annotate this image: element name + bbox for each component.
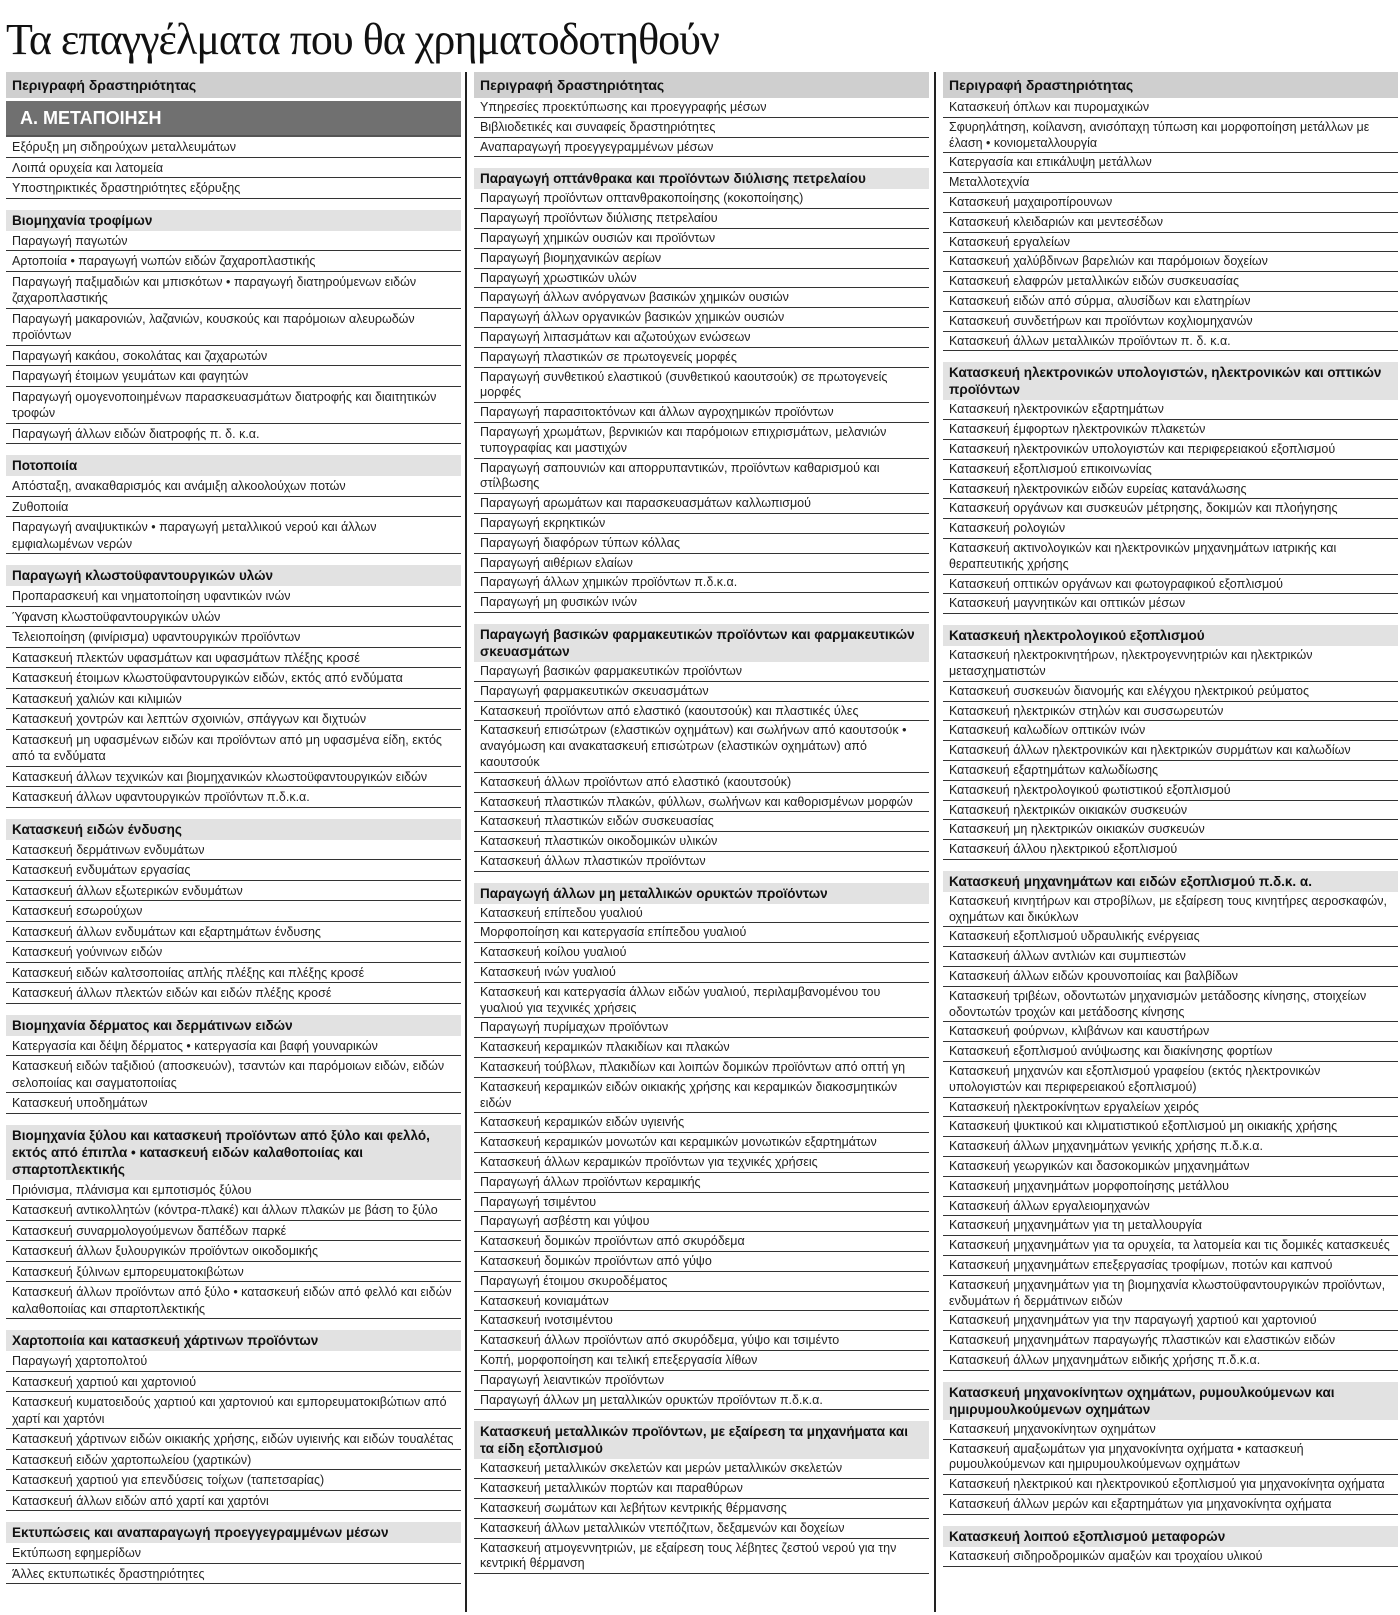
activity-item: Κατασκευή ηλεκτρικών οικιακών συσκευών [943,801,1398,821]
group-title: Κατασκευή μηχανημάτων και ειδών εξοπλισμού π.δ.κ. α. [943,871,1398,892]
activity-item: Κατασκευή άλλων μερών και εξαρτημάτων για μηχανοκίνητα οχήματα [943,1495,1398,1515]
activity-item: Παραγωγή έτοιμου σκυροδέματος [474,1272,929,1292]
activity-item: Κατασκευή εξοπλισμού υδραυλικής ενέργειας [943,927,1398,947]
activity-item: Προπαρασκευή και νηματοποίηση υφαντικών ινών [6,586,461,607]
activity-item: Κατασκευή δερμάτινων ενδυμάτων [6,840,461,861]
activity-item: Παραγωγή μακαρονιών, λαζανιών, κουσκούς και παρόμοιων αλευρωδών προϊόντων [6,309,461,346]
activity-item: Κατασκευή μη υφασμένων ειδών και προϊόντων από μη υφασμένα είδη, εκτός από τα ενδύματα [6,730,461,767]
activity-item: Κατασκευή χαρτιού και χαρτονιού [6,1372,461,1393]
activity-item: Κατασκευή μη ηλεκτρικών οικιακών συσκευών [943,820,1398,840]
section-heading: Α. ΜΕΤΑΠΟΙΗΣΗ [6,101,461,137]
activity-item: Κατασκευή μαγνητικών και οπτικών μέσων [943,594,1398,614]
group-title: Κατασκευή ηλεκτρονικών υπολογιστών, ηλεκτρονικών και οπτικών προϊόντων [943,362,1398,400]
activity-item: Παραγωγή συνθετικού ελαστικού (συνθετικού καουτσούκ) σε πρωτογενείς μορφές [474,368,929,404]
column-2 [474,72,929,1574]
activity-item: Κατασκευή μηχανοκίνητων οχημάτων [943,1420,1398,1440]
activity-item: Κατασκευή κεραμικών ειδών οικιακής χρήσης και κεραμικών διακοσμητικών ειδών [474,1078,929,1114]
activity-item: Παραγωγή χρωστικών υλών [474,269,929,289]
activity-item: Κατασκευή άλλων υφαντουργικών προϊόντων π.δ.κ.α. [6,787,461,808]
activity-item: Κατασκευή ξύλινων εμπορευματοκιβώτων [6,1262,461,1283]
activity-group [6,455,461,554]
activity-group [474,624,929,872]
group-title: Βιομηχανία ξύλου και κατασκευή προϊόντων από ξύλο και φελλό, εκτός από έπιπλα • κατασκευή ειδών καλαθοποιίας και σπαρτοπλεκτικής [6,1125,461,1180]
activity-item: Παραγωγή τσιμέντου [474,1193,929,1213]
activity-item: Κατασκευή μηχανημάτων μορφοποίησης μετάλλου [943,1177,1398,1197]
activity-item: Απόσταξη, ανακαθαρισμός και ανάμιξη αλκοολούχων ποτών [6,476,461,497]
activity-item: Παραγωγή διαφόρων τύπων κόλλας [474,534,929,554]
activity-item: Κατασκευή καλωδίων οπτικών ινών [943,721,1398,741]
activity-group [474,1421,929,1574]
activity-item: Κατασκευή χαλιών και κιλιμιών [6,689,461,710]
activity-item: Παραγωγή λιπασμάτων και αζωτούχων ενώσεων [474,328,929,348]
activity-item: Κατεργασία και δέψη δέρματος • κατεργασία και βαφή γουναρικών [6,1036,461,1057]
activity-item: Παραγωγή άλλων ανόργανων βασικών χημικών ουσιών [474,288,929,308]
activity-item: Κατασκευή συνδετήρων και προϊόντων κοχλιομηχανών [943,312,1398,332]
activity-group [6,1125,461,1320]
activity-item: Κατασκευή πλεκτών υφασμάτων και υφασμάτων πλέξης κροσέ [6,648,461,669]
group-title: Παραγωγή κλωστοϋφαντουργικών υλών [6,565,461,586]
activity-item: Παραγωγή χαρτοπολτού [6,1351,461,1372]
activity-item: Κατασκευή άλλων ηλεκτρονικών και ηλεκτρικών συρμάτων και καλωδίων [943,741,1398,761]
activity-item: Παραγωγή χρωμάτων, βερνικιών και παρόμοιων επιχρισμάτων, μελανιών τυπογραφίας και μαστιχών [474,423,929,459]
activity-item: Παραγωγή ασβέστη και γύψου [474,1212,929,1232]
group-title: Βιομηχανία δέρματος και δερμάτινων ειδών [6,1015,461,1036]
activity-item: Κατασκευή άλλων προϊόντων από ελαστικό (καουτσούκ) [474,773,929,793]
activity-item: Κοπή, μορφοποίηση και τελική επεξεργασία λίθων [474,1351,929,1371]
activity-item: Κατασκευή γεωργικών και δασοκομικών μηχανημάτων [943,1157,1398,1177]
activity-item: Βιβλιοδετικές και συναφείς δραστηριότητες [474,118,929,138]
activity-group [474,98,929,157]
activity-item: Κατασκευή άλλων προϊόντων από σκυρόδεμα, γύψο και τσιμέντο [474,1331,929,1351]
activity-group [474,168,929,613]
activity-item: Κατασκευή μηχανημάτων παραγωγής πλαστικών και ελαστικών ειδών [943,1331,1398,1351]
activity-item: Κατασκευή ηλεκτροκίνητων εργαλείων χειρός [943,1098,1398,1118]
activity-item: Κατασκευή δομικών προϊόντων από γύψο [474,1252,929,1272]
activity-item: Κατασκευή μηχανημάτων για τα ορυχεία, τα λατομεία και τις δομικές κατασκευές [943,1236,1398,1256]
activity-item: Παραγωγή βασικών φαρμακευτικών προϊόντων [474,662,929,682]
activity-item: Παραγωγή αναψυκτικών • παραγωγή μεταλλικού νερού και άλλων εμφιαλωμένων νερών [6,517,461,554]
activity-item: Κατασκευή άλλων ξυλουργικών προϊόντων οικοδομικής [6,1241,461,1262]
activity-item: Κατασκευή μηχανημάτων επεξεργασίας τροφίμων, ποτών και καπνού [943,1256,1398,1276]
activity-item: Παραγωγή παρασιτοκτόνων και άλλων αγροχημικών προϊόντων [474,403,929,423]
page-title: Τα επαγγέλματα που θα χρηματοδοτηθούν [6,15,719,64]
activity-item: Κατασκευή φούρνων, κλιβάνων και καυστήρων [943,1022,1398,1042]
activity-item: Κατασκευή αντικολλητών (κόντρα-πλακέ) και άλλων πλακών με βάση το ξύλο [6,1200,461,1221]
activity-item: Κατασκευή σωμάτων και λεβήτων κεντρικής θέρμανσης [474,1499,929,1519]
activity-item: Κατασκευή προϊόντων από ελαστικό (καουτσούκ) και πλαστικές ύλες [474,702,929,722]
activity-item: Κατασκευή τριβέων, οδοντωτών μηχανισμών μετάδοσης κίνησης, στοιχείων οδοντωτών τροχών και μετάδοσης κίνησης [943,987,1398,1023]
activity-item: Παραγωγή ομογενοποιημένων παρασκευασμάτων διατροφής και διαιτητικών τροφών [6,387,461,424]
activity-item: Κατασκευή δομικών προϊόντων από σκυρόδεμα [474,1232,929,1252]
activity-item: Κατασκευή άλλου ηλεκτρικού εξοπλισμού [943,840,1398,860]
activity-item: Παραγωγή εκρηκτικών [474,514,929,534]
activity-item: Παραγωγή πυρίμαχων προϊόντων [474,1018,929,1038]
activity-item: Παραγωγή άλλων ειδών διατροφής π. δ. κ.α. [6,424,461,445]
activity-item: Παραγωγή σαπουνιών και απορρυπαντικών, προϊόντων καθαρισμού και στίλβωσης [474,459,929,495]
group-title: Κατασκευή μηχανοκίνητων οχημάτων, ρυμουλκούμενων και ημιρυμουλκούμενων οχημάτων [943,1382,1398,1420]
activity-group [6,565,461,808]
activity-item: Κατασκευή πλαστικών ειδών συσκευασίας [474,812,929,832]
activity-item: Κατασκευή ατμογεννητριών, με εξαίρεση τους λέβητες ζεστού νερού για την κεντρική θέρμανση [474,1539,929,1575]
activity-item: Εκτύπωση εφημερίδων [6,1543,461,1564]
activity-item: Κατασκευή ηλεκτρικού και ηλεκτρονικού εξοπλισμού για μηχανοκίνητα οχήματα [943,1475,1398,1495]
activity-item: Κατασκευή άλλων μηχανημάτων γενικής χρήσης π.δ.κ.α. [943,1137,1398,1157]
group-title: Κατασκευή ειδών ένδυσης [6,819,461,840]
column-divider [934,72,936,1612]
activity-item: Παραγωγή προϊόντων οπτανθρακοποίησης (κοκοποίησης) [474,189,929,209]
activity-item: Κατασκευή άλλων πλαστικών προϊόντων [474,852,929,872]
activity-item: Παραγωγή μη φυσικών ινών [474,593,929,613]
activity-item: Κατασκευή άλλων πλεκτών ειδών και ειδών πλέξης κροσέ [6,983,461,1004]
activity-item: Κατασκευή μηχανημάτων για τη μεταλλουργία [943,1216,1398,1236]
activity-item: Κατασκευή εξοπλισμού ανύψωσης και διακίνησης φορτίων [943,1042,1398,1062]
activity-item: Κατασκευή ειδών καλτσοποιίας απλής πλέξης και πλέξης κροσέ [6,963,461,984]
activity-item: Εξόρυξη μη σιδηρούχων μεταλλευμάτων [6,137,461,158]
activity-item: Κατασκευή κεραμικών ειδών υγιεινής [474,1113,929,1133]
activity-item: Κατασκευή άλλων αντλιών και συμπιεστών [943,947,1398,967]
activity-item: Κατασκευή εσωρούχων [6,901,461,922]
activity-group [943,871,1398,1371]
activity-item: Κατασκευή χαρτιού για επενδύσεις τοίχων (ταπετσαρίας) [6,1470,461,1491]
activity-item: Κατασκευή ειδών ταξιδιού (αποσκευών), τσαντών και παρόμοιων ειδών, ειδών σελοποιίας και σαγματοποιίας [6,1056,461,1093]
group-title: Κατασκευή μεταλλικών προϊόντων, με εξαίρεση τα μηχανήματα και τα είδη εξοπλισμού [474,1421,929,1459]
column-header: Περιγραφή δραστηριότητας [6,72,461,98]
group-title: Παραγωγή οπτάνθρακα και προϊόντων διύλισης πετρελαίου [474,168,929,189]
activity-item: Κατασκευή άλλων μηχανημάτων ειδικής χρήσης π.δ.κ.α. [943,1351,1398,1371]
activity-item: Κατασκευή μηχανημάτων για την παραγωγή χαρτιού και χαρτονιού [943,1311,1398,1331]
activity-item: Κατασκευή κινητήρων και στροβίλων, με εξαίρεση τους κινητήρες αεροσκαφών, οχημάτων και δικύκλων [943,892,1398,928]
activity-item: Κατασκευή ηλεκτρονικών ειδών ευρείας κατανάλωσης [943,480,1398,500]
activity-item: Αναπαραγωγή προεγγεγραμμένων μέσων [474,138,929,158]
activity-item: Κατασκευή χαλύβδινων βαρελιών και παρόμοιων δοχείων [943,252,1398,272]
activity-item: Παραγωγή αρωμάτων και παρασκευασμάτων καλλωπισμού [474,494,929,514]
activity-item: Κατασκευή πλαστικών πλακών, φύλλων, σωλήνων και καθορισμένων μορφών [474,793,929,813]
activity-item: Κατασκευή μηχανών και εξοπλισμού γραφείου (εκτός ηλεκτρονικών υπολογιστών και περιφερειακού εξοπλισμού) [943,1062,1398,1098]
activity-item: Κατασκευή σιδηροδρομικών αμαξών και τροχαίου υλικού [943,1547,1398,1567]
activity-item: Κατασκευή εξαρτημάτων καλωδίωσης [943,761,1398,781]
activity-item: Αρτοποιία • παραγωγή νωπών ειδών ζαχαροπλαστικής [6,251,461,272]
activity-item: Κατασκευή επίπεδου γυαλιού [474,904,929,924]
activity-item: Κατασκευή μεταλλικών σκελετών και μερών μεταλλικών σκελετών [474,1459,929,1479]
activity-item: Ύφανση κλωστοϋφαντουργικών υλών [6,607,461,628]
activity-item: Κατασκευή ακτινολογικών και ηλεκτρονικών μηχανημάτων ιατρικής και θεραπευτικής χρήσης [943,539,1398,575]
activity-item: Κατασκευή και κατεργασία άλλων ειδών γυαλιού, περιλαμβανομένου του γυαλιού για τεχνικές χρήσεις [474,983,929,1019]
activity-item: Κατασκευή μεταλλικών πορτών και παραθύρων [474,1479,929,1499]
activity-item: Κατασκευή ηλεκτρονικών εξαρτημάτων [943,400,1398,420]
activity-item: Κατασκευή ινοτσιμέντου [474,1311,929,1331]
activity-group [6,210,461,445]
activity-item: Κατασκευή κεραμικών πλακιδίων και πλακών [474,1038,929,1058]
activity-group [6,1015,461,1114]
activity-item: Κατασκευή χοντρών και λεπτών σχοινιών, σπάγγων και διχτυών [6,709,461,730]
activity-item: Παραγωγή κακάου, σοκολάτας και ζαχαρωτών [6,346,461,367]
activity-item: Κατασκευή επισώτρων (ελαστικών οχημάτων) και σωλήνων από καουτσούκ • αναγόμωση και ανακατασκευή επισώτρων (ελαστικών οχημάτων) από καουτσούκ [474,721,929,772]
activity-item: Κατασκευή άλλων προϊόντων από ξύλο • κατασκευή ειδών από φελλό και ειδών καλαθοποιίας και σπαρτοπλεκτικής [6,1282,461,1319]
activity-item: Υποστηρικτικές δραστηριότητες εξόρυξης [6,178,461,199]
activity-item: Κατασκευή ινών γυαλιού [474,963,929,983]
activity-item: Παραγωγή φαρμακευτικών σκευασμάτων [474,682,929,702]
activity-group [943,98,1398,351]
activity-group [6,1330,461,1511]
activity-item: Παραγωγή άλλων προϊόντων κεραμικής [474,1173,929,1193]
activity-item: Παραγωγή παξιμαδιών και μπισκότων • παραγωγή διατηρούμενων ειδών ζαχαροπλαστικής [6,272,461,309]
activity-item: Κατασκευή έμφορτων ηλεκτρονικών πλακετών [943,420,1398,440]
activity-item: Κατασκευή οργάνων και συσκευών μέτρησης, δοκιμών και πλοήγησης [943,499,1398,519]
activity-item: Παραγωγή άλλων οργανικών βασικών χημικών ουσιών [474,308,929,328]
activity-item: Τελειοποίηση (φινίρισμα) υφαντουργικών προϊόντων [6,627,461,648]
activity-group [943,625,1398,860]
activity-item: Κατασκευή συναρμολογούμενων δαπέδων παρκέ [6,1221,461,1242]
group-title: Κατασκευή ηλεκτρολογικού εξοπλισμού [943,625,1398,646]
activity-item: Κατασκευή ηλεκτροκινητήρων, ηλεκτρογεννητριών και ηλεκτρικών μετασχηματιστών [943,646,1398,682]
activity-item: Κατασκευή άλλων μεταλλικών προϊόντων π. δ. κ.α. [943,332,1398,352]
activity-item: Παραγωγή αιθέριων ελαίων [474,554,929,574]
activity-item: Κατασκευή ειδών από σύρμα, αλυσίδων και ελατηρίων [943,292,1398,312]
activity-item: Κατασκευή έτοιμων κλωστοϋφαντουργικών ειδών, εκτός από ενδύματα [6,668,461,689]
activity-item: Λοιπά ορυχεία και λατομεία [6,158,461,179]
activity-item: Κατασκευή χάρτινων ειδών οικιακής χρήσης, ειδών υγιεινής και ειδών τουαλέτας [6,1429,461,1450]
activity-item: Κατασκευή ειδών χαρτοπωλείου (χαρτικών) [6,1450,461,1471]
activity-item: Κατασκευή εξοπλισμού επικοινωνίας [943,460,1398,480]
activity-item: Κατασκευή μαχαιροπίρουνων [943,193,1398,213]
activity-item: Κατασκευή αμαξωμάτων για μηχανοκίνητα οχήματα • κατασκευή ρυμουλκούμενων και ημιρυμουλκούμενων οχημάτων [943,1440,1398,1476]
groups-container [943,98,1398,1567]
activity-group [474,883,929,1411]
activity-item: Κατασκευή κλειδαριών και μεντεσέδων [943,213,1398,233]
activity-item: Παραγωγή λειαντικών προϊόντων [474,1371,929,1391]
activity-item: Παραγωγή πλαστικών σε πρωτογενείς μορφές [474,348,929,368]
column-header: Περιγραφή δραστηριότητας [943,72,1398,98]
activity-group [943,1382,1398,1515]
column-header: Περιγραφή δραστηριότητας [474,72,929,98]
activity-item: Κατασκευή κονιαμάτων [474,1292,929,1312]
activity-item: Κατασκευή ρολογιών [943,519,1398,539]
activity-item: Κατασκευή άλλων εργαλειομηχανών [943,1197,1398,1217]
activity-item: Κατεργασία και επικάλυψη μετάλλων [943,153,1398,173]
activity-item: Υπηρεσίες προεκτύπωσης και προεγγραφής μέσων [474,98,929,118]
activity-item: Κατασκευή πλαστικών οικοδομικών υλικών [474,832,929,852]
activity-item: Κατασκευή ενδυμάτων εργασίας [6,860,461,881]
activity-item: Κατασκευή υποδημάτων [6,1093,461,1114]
activity-item: Κατασκευή ελαφρών μεταλλικών ειδών συσκευασίας [943,272,1398,292]
activity-item: Πριόνισμα, πλάνισμα και εμποτισμός ξύλου [6,1180,461,1201]
activity-item: Κατασκευή τούβλων, πλακιδίων και λοιπών δομικών προϊόντων από οπτή γη [474,1058,929,1078]
activity-item: Κατασκευή άλλων τεχνικών και βιομηχανικών κλωστοϋφαντουργικών ειδών [6,767,461,788]
column-1 [6,72,461,1584]
group-title: Εκτυπώσεις και αναπαραγωγή προεγγεγραμμένων μέσων [6,1522,461,1543]
activity-item: Κατασκευή άλλων ειδών κρουνοποιίας και βαλβίδων [943,967,1398,987]
activity-group [943,1526,1398,1567]
activity-item: Κατασκευή συσκευών διανομής και ελέγχου ηλεκτρικού ρεύματος [943,682,1398,702]
activity-item: Παραγωγή άλλων μη μεταλλικών ορυκτών προϊόντων π.δ.κ.α. [474,1391,929,1411]
activity-group [6,137,461,199]
activity-item: Παραγωγή παγωτών [6,231,461,252]
group-title: Παραγωγή βασικών φαρμακευτικών προϊόντων και φαρμακευτικών σκευασμάτων [474,624,929,662]
column-divider [465,72,467,1612]
activity-item: Σφυρηλάτηση, κοίλανση, ανισόπαχη τύπωση και μορφοποίηση μετάλλων με έλαση • κονιομεταλλουργία [943,118,1398,154]
activity-item: Άλλες εκτυπωτικές δραστηριότητες [6,1564,461,1585]
activity-item: Παραγωγή προϊόντων διύλισης πετρελαίου [474,209,929,229]
group-title: Παραγωγή άλλων μη μεταλλικών ορυκτών προϊόντων [474,883,929,904]
activity-group [6,1522,461,1584]
activity-item: Κατασκευή κυματοειδούς χαρτιού και χαρτονιού και εμπορευματοκιβώτιων από χαρτί και χαρτόνι [6,1392,461,1429]
activity-item: Κατασκευή άλλων ενδυμάτων και εξαρτημάτων ένδυσης [6,922,461,943]
activity-group [943,362,1398,614]
activity-item: Κατασκευή κεραμικών μονωτών και κεραμικών μονωτικών εξαρτημάτων [474,1133,929,1153]
activity-item: Κατασκευή κοίλου γυαλιού [474,943,929,963]
activity-item: Κατασκευή άλλων κεραμικών προϊόντων για τεχνικές χρήσεις [474,1153,929,1173]
activity-group [6,819,461,1004]
activity-item: Κατασκευή ηλεκτρολογικού φωτιστικού εξοπλισμού [943,781,1398,801]
activity-item: Κατασκευή οπτικών οργάνων και φωτογραφικού εξοπλισμού [943,575,1398,595]
group-title: Ποτοποιία [6,455,461,476]
activity-item: Παραγωγή άλλων χημικών προϊόντων π.δ.κ.α. [474,573,929,593]
activity-item: Κατασκευή μηχανημάτων για τη βιομηχανία κλωστοϋφαντουργικών προϊόντων, ενδυμάτων ή δερμάτινων ειδών [943,1276,1398,1312]
activity-item: Κατασκευή άλλων ειδών από χαρτί και χαρτόνι [6,1491,461,1512]
group-title: Κατασκευή λοιπού εξοπλισμού μεταφορών [943,1526,1398,1547]
activity-item: Κατασκευή άλλων μεταλλικών ντεπόζιτων, δεξαμενών και δοχείων [474,1519,929,1539]
group-title: Βιομηχανία τροφίμων [6,210,461,231]
activity-item: Μεταλλοτεχνία [943,173,1398,193]
activity-item: Παραγωγή έτοιμων γευμάτων και φαγητών [6,366,461,387]
activity-item: Κατασκευή ψυκτικού και κλιματιστικού εξοπλισμού μη οικιακής χρήσης [943,1117,1398,1137]
groups-container [474,98,929,1574]
group-title: Χαρτοποιία και κατασκευή χάρτινων προϊόντων [6,1330,461,1351]
activity-item: Κατασκευή άλλων εξωτερικών ενδυμάτων [6,881,461,902]
groups-container [6,137,461,1584]
activity-item: Ζυθοποιία [6,497,461,518]
activity-item: Παραγωγή χημικών ουσιών και προϊόντων [474,229,929,249]
activity-item: Κατασκευή ηλεκτρονικών υπολογιστών και περιφερειακού εξοπλισμού [943,440,1398,460]
activity-item: Κατασκευή γούνινων ειδών [6,942,461,963]
activity-item: Παραγωγή βιομηχανικών αερίων [474,249,929,269]
activity-item: Κατασκευή ηλεκτρικών στηλών και συσσωρευτών [943,702,1398,722]
column-3 [943,72,1398,1567]
activity-item: Μορφοποίηση και κατεργασία επίπεδου γυαλιού [474,923,929,943]
activity-item: Κατασκευή εργαλείων [943,233,1398,253]
activity-item: Κατασκευή όπλων και πυρομαχικών [943,98,1398,118]
